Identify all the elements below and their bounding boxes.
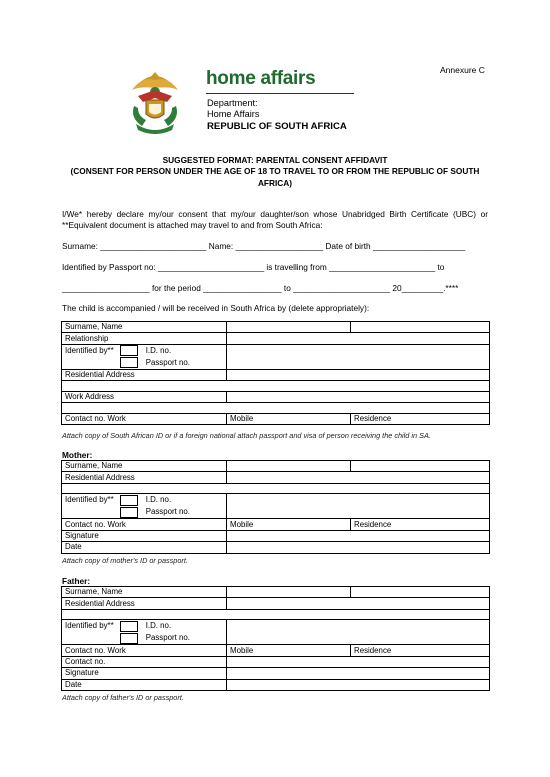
table-row	[62, 620, 490, 645]
mother-id-no-label: I.D. no.	[145, 495, 172, 505]
table-row	[62, 656, 490, 667]
table-row	[62, 333, 490, 344]
mother-date-label: Date	[62, 542, 227, 553]
table-row	[62, 519, 490, 530]
mother-surname-name-label: Surname, Name	[62, 461, 227, 472]
father-name-field[interactable]	[351, 587, 490, 598]
table-row	[62, 391, 490, 402]
father-residential-address-field[interactable]	[227, 598, 490, 609]
father-passport-no-checkbox[interactable]	[120, 633, 138, 644]
mother-date-field[interactable]	[227, 542, 490, 553]
table-row	[62, 609, 490, 620]
guardian-table	[61, 321, 490, 425]
brand-name: home affairs	[206, 68, 316, 89]
passport-no-checkbox[interactable]	[120, 357, 138, 368]
father-contact-no-label: Contact no.	[62, 656, 227, 667]
identification-number-field[interactable]	[227, 344, 490, 369]
mother-residential-address-label: Residential Address	[62, 472, 227, 483]
table-row	[62, 494, 490, 519]
accompanied-line: The child is accompanied / will be received in South Africa by (delete appropriately):	[62, 303, 370, 313]
father-residence-label: Residence	[351, 645, 490, 656]
father-residential-address-label: Residential Address	[62, 598, 227, 609]
coat-of-arms-icon	[122, 66, 188, 136]
mother-mobile-label: Mobile	[227, 519, 351, 530]
brand-department	[207, 98, 259, 119]
work-address-field[interactable]	[227, 391, 490, 402]
mother-identified-by-cell	[62, 494, 227, 519]
father-address-continued[interactable]	[62, 609, 490, 620]
mother-surname-field[interactable]	[227, 461, 351, 472]
surname-field[interactable]	[227, 322, 351, 333]
table-row	[62, 530, 490, 541]
travel-period-line: ___________________ for the period _________________ to _____________________ 20_________.****	[62, 283, 459, 293]
mother-attachment-note: Attach copy of mother's ID or passport.	[62, 556, 188, 565]
mother-section-title: Mother:	[62, 450, 93, 460]
father-identified-by-cell	[62, 620, 227, 645]
mother-residential-address-field[interactable]	[227, 472, 490, 483]
contact-work-label: Contact no. Work	[62, 413, 227, 424]
identified-by-label: Identified by**	[65, 345, 114, 355]
residential-address-continued[interactable]	[62, 381, 490, 392]
father-date-field[interactable]	[227, 679, 490, 690]
table-row	[62, 403, 490, 414]
residential-address-field[interactable]	[227, 369, 490, 380]
father-mobile-label: Mobile	[227, 645, 351, 656]
mother-passport-no-label: Passport no.	[145, 507, 191, 517]
table-row	[62, 542, 490, 553]
table-row	[62, 483, 490, 494]
table-row	[62, 679, 490, 690]
brand-divider	[206, 93, 354, 94]
table-row	[62, 461, 490, 472]
annexure-label: Annexure C	[440, 65, 485, 75]
table-row	[62, 369, 490, 380]
identified-by-cell	[62, 344, 227, 369]
title-line-1: SUGGESTED FORMAT: PARENTAL CONSENT AFFIDAVIT	[162, 155, 388, 165]
table-row	[62, 413, 490, 424]
father-signature-label: Signature	[62, 668, 227, 679]
surname-name-label: Surname, Name	[62, 322, 227, 333]
father-contact-no-field[interactable]	[227, 656, 490, 667]
mother-address-continued[interactable]	[62, 483, 490, 494]
title-line-2: (CONSENT FOR PERSON UNDER THE AGE OF 18 TO TRAVEL TO OR FROM THE REPUBLIC OF SOUTH AFRICA)	[70, 166, 480, 188]
mother-table	[61, 460, 490, 554]
table-row	[62, 472, 490, 483]
child-passport-line: Identified by Passport no: _______________________ is travelling from _______________________ to	[62, 262, 445, 272]
father-id-no-checkbox[interactable]	[120, 621, 138, 632]
residential-address-label: Residential Address	[62, 369, 227, 380]
table-row	[62, 587, 490, 598]
father-passport-no-label: Passport no.	[145, 633, 191, 643]
residence-label: Residence	[351, 413, 490, 424]
father-surname-field[interactable]	[227, 587, 351, 598]
father-attachment-note: Attach copy of father's ID or passport.	[62, 693, 184, 702]
father-date-label: Date	[62, 679, 227, 690]
mother-signature-label: Signature	[62, 530, 227, 541]
mother-contact-work-label: Contact no. Work	[62, 519, 227, 530]
relationship-field[interactable]	[227, 333, 490, 344]
table-row	[62, 344, 490, 369]
id-no-label: I.D. no.	[145, 345, 172, 355]
brand-republic: REPUBLIC OF SOUTH AFRICA	[207, 121, 347, 132]
mobile-label: Mobile	[227, 413, 351, 424]
table-row	[62, 668, 490, 679]
mother-identified-by-label: Identified by**	[65, 495, 114, 505]
father-section-title: Father:	[62, 576, 91, 586]
table-row	[62, 598, 490, 609]
relationship-label: Relationship	[62, 333, 227, 344]
mother-name-field[interactable]	[351, 461, 490, 472]
table-row	[62, 381, 490, 392]
father-identification-number-field[interactable]	[227, 620, 490, 645]
father-identified-by-label: Identified by**	[65, 621, 114, 631]
name-field[interactable]	[351, 322, 490, 333]
passport-no-label: Passport no.	[145, 357, 191, 367]
father-surname-name-label: Surname, Name	[62, 587, 227, 598]
father-id-no-label: I.D. no.	[145, 621, 172, 631]
declaration-text: I/We* hereby declare my/our consent that my/our daughter/son whose Unabridged Birth Certificate (UBC) or **Equivalent document is attached may travel to and from South Africa:	[62, 209, 488, 231]
father-signature-field[interactable]	[227, 668, 490, 679]
document-title	[60, 155, 490, 189]
table-row	[62, 645, 490, 656]
id-no-checkbox[interactable]	[120, 345, 138, 356]
mother-signature-field[interactable]	[227, 530, 490, 541]
mother-residence-label: Residence	[351, 519, 490, 530]
father-contact-work-label: Contact no. Work	[62, 645, 227, 656]
guardian-attachment-note: Attach copy of South African ID or if a foreign national attach passport and visa of person receiving the child in SA.	[62, 431, 431, 440]
work-address-label: Work Address	[62, 391, 227, 402]
work-address-continued[interactable]	[62, 403, 490, 414]
child-name-line: Surname: _______________________ Name: ___________________ Date of birth ____________________	[62, 241, 466, 251]
department-name: Home Affairs	[207, 108, 260, 119]
mother-passport-no-checkbox[interactable]	[120, 507, 138, 518]
mother-id-no-checkbox[interactable]	[120, 495, 138, 506]
father-table	[61, 586, 490, 691]
mother-identification-number-field[interactable]	[227, 494, 490, 519]
department-label: Department:	[207, 98, 258, 108]
table-row	[62, 322, 490, 333]
